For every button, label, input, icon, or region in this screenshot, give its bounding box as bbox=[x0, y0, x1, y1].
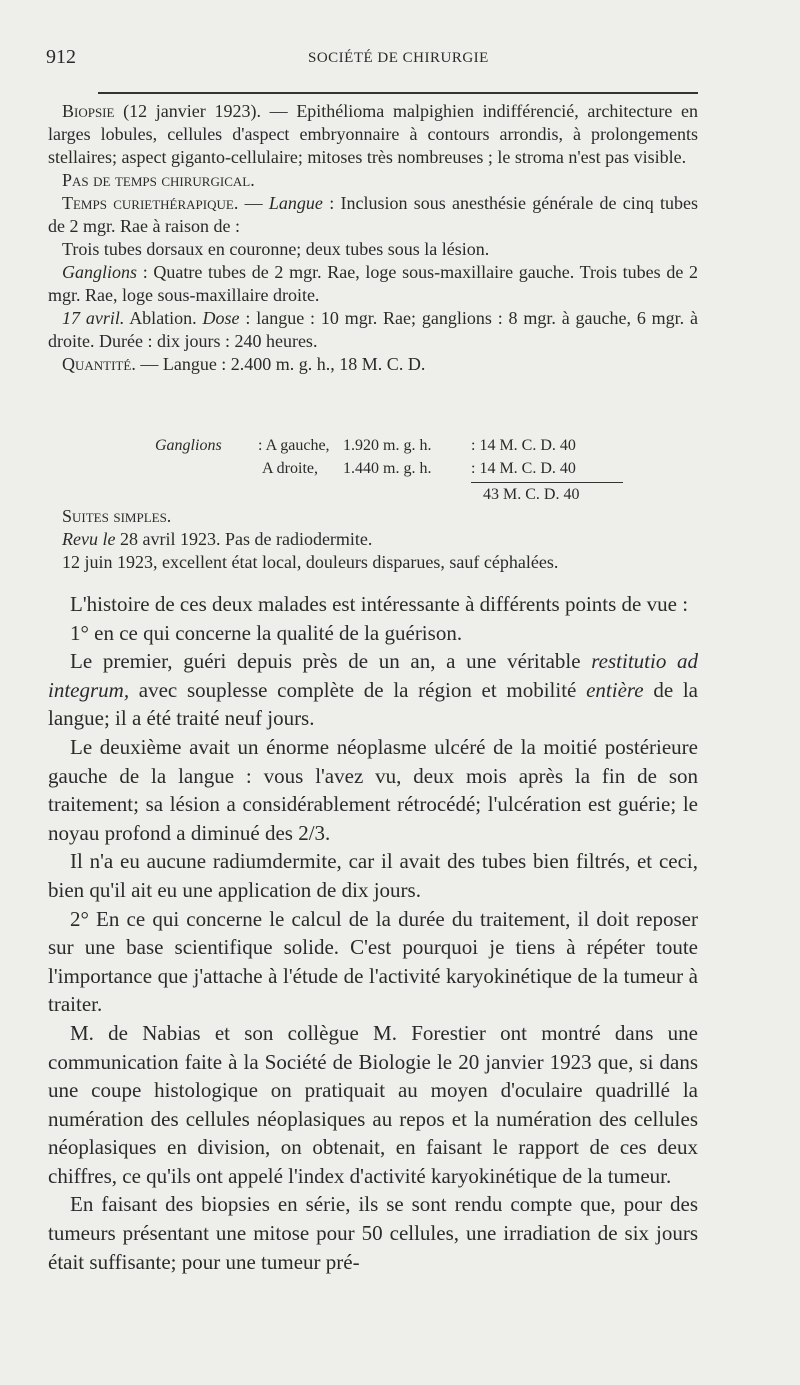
langue-label: Langue bbox=[268, 193, 323, 213]
paragraph: 2° En ce qui concerne le calcul de la durée du traitement, il doit reposer sur une base scientifique solide. C'est pourquoi je tiens à répéter toute l'importance que j'attache à l'étude de l'activité karyokinétique de la tumeur à traiter. bbox=[48, 906, 698, 1017]
paragraph: Il n'a eu aucune radiumdermite, car il avait des tubes bien filtrés, et ceci, bien qu'il ait eu une application de dix jours. bbox=[48, 849, 698, 902]
text-run: avec souplesse complète de la région et mobilité bbox=[138, 677, 577, 702]
ganglions-row-left bbox=[155, 434, 605, 457]
revu-label: Revu le bbox=[62, 529, 116, 549]
temps-label: Temps curiethérapique. bbox=[62, 193, 239, 213]
temps-paragraph bbox=[48, 192, 698, 238]
ganglions-table-label: Ganglions bbox=[155, 437, 222, 454]
ganglions-sum-rule bbox=[471, 482, 623, 483]
ganglions-table bbox=[155, 434, 605, 480]
paragraph bbox=[48, 647, 698, 733]
paragraph: 1° en ce qui concerne la qualité de la guérison. bbox=[70, 620, 463, 645]
page-header bbox=[46, 46, 700, 76]
emphasis: entière bbox=[586, 677, 644, 702]
juin-line bbox=[48, 551, 698, 574]
paragraph: En faisant des biopsies en série, ils se sont rendu compte que, pour des tumeurs présentant une mitose pour 50 cellules, une irradiation de six jours était suffisante; pour une tumeur pré- bbox=[48, 1192, 698, 1274]
ablation-text2: : langue : 10 mgr. Rae; ganglions : 8 mgr. à gauche, 6 mgr. à droite. Durée : dix jours : 240 heures. bbox=[48, 308, 699, 351]
paragraph: M. de Nabias et son collègue M. Forestier ont montré dans une communication faite à la Société de Biologie le 20 janvier 1923 que, si dans une coupe histologique on pratiquait au moyen d'oculaire quadrillé la numération des cellules néoplasiques au repos et la numération des cellules néoplasiques en division, on obtenait, en faisant le rapport de ces deux chiffres, ce qu'ils ont appelé l'index d'activité karyokinétique de la tumeur. bbox=[48, 1020, 698, 1188]
revu-line bbox=[48, 528, 698, 551]
case-report-block bbox=[48, 100, 698, 376]
latin-phrase: restitutio ad integrum, bbox=[48, 649, 699, 702]
trois-tubes-line: Trois tubes dorsaux en couronne; deux tubes sous la lésion. bbox=[62, 239, 490, 259]
biopsie-paragraph bbox=[48, 100, 698, 169]
ganglions-result: : 14 M. C. D. 40 bbox=[471, 460, 576, 477]
revu-date: 28 avril 1923. bbox=[119, 529, 221, 549]
ganglions-result: : 14 M. C. D. 40 bbox=[471, 437, 576, 454]
ganglions-paragraph bbox=[48, 261, 698, 307]
quantite-text: — Langue : 2.400 m. g. h., 18 M. C. D. bbox=[140, 354, 426, 374]
biopsie-text: — Epithélioma malpighien indifférencié, architecture en larges lobules, cellules d'aspect embryonnaire à contours arrondis, à prolongements stellaires; aspect giganto-cellulaire; mitoses très nombreuses ; le stroma n'est pas visible. bbox=[48, 101, 699, 167]
header-rule bbox=[98, 92, 698, 94]
paragraph: L'histoire de ces deux malades est intéressante à différents points de vue : bbox=[70, 592, 689, 616]
ganglions-side: : A gauche, bbox=[258, 437, 330, 454]
ganglions-side: A droite, bbox=[262, 460, 318, 477]
ganglions-value: 1.440 m. g. h. bbox=[343, 460, 432, 477]
paragraph: Le deuxième avait un énorme néoplasme ulcéré de la moitié postérieure gauche de la langue : vous l'avez vu, deux mois après la fin de son traitement; sa lésion a considérablement rétrocédé; l'ulcération est guérie; le noyau profond a diminué des 2/3. bbox=[48, 734, 698, 845]
running-title: SOCIÉTÉ DE CHIRURGIE bbox=[308, 50, 489, 66]
ablation-paragraph bbox=[48, 307, 698, 353]
ganglions-value: 1.920 m. g. h. bbox=[343, 437, 432, 454]
biopsie-label: Biopsie bbox=[62, 101, 115, 121]
page-number: 912 bbox=[46, 46, 76, 68]
biopsie-date: (12 janvier 1923). bbox=[123, 101, 261, 121]
text-run: de la langue; il a été traité neuf jours. bbox=[48, 677, 699, 731]
ganglions-total: 43 M. C. D. 40 bbox=[483, 486, 580, 503]
quantite-paragraph bbox=[48, 353, 698, 376]
revu-text: Pas de radiodermite. bbox=[224, 529, 373, 549]
suites-line: Suites simples. bbox=[62, 506, 172, 526]
follow-up-block bbox=[48, 505, 698, 574]
ganglions-text: : Quatre tubes de 2 mgr. Rae, loge sous-maxillaire gauche. Trois tubes de 2 mgr. Rae, loge sous-maxillaire droite. bbox=[48, 262, 698, 305]
temps-text: : Inclusion sous anesthésie générale de cinq tubes de 2 mgr. Rae à raison de : bbox=[48, 193, 699, 236]
ganglions-label: Ganglions bbox=[62, 262, 138, 282]
juin-date: 12 juin 1923, bbox=[62, 552, 158, 572]
pas-temps-line: Pas de temps chirurgical. bbox=[62, 170, 255, 190]
ganglions-row-right bbox=[155, 457, 605, 480]
temps-dash: — bbox=[244, 193, 263, 213]
ablation-date: 17 avril. bbox=[62, 308, 125, 328]
text-run: Le premier, guéri depuis près de un an, a une véritable bbox=[70, 649, 581, 674]
quantite-label: Quantité. bbox=[62, 354, 136, 374]
ablation-text1: Ablation. bbox=[129, 308, 197, 328]
dose-label: Dose bbox=[202, 308, 240, 328]
juin-text: excellent état local, douleurs disparues, sauf céphalées. bbox=[162, 552, 559, 572]
body-text bbox=[48, 590, 698, 1276]
